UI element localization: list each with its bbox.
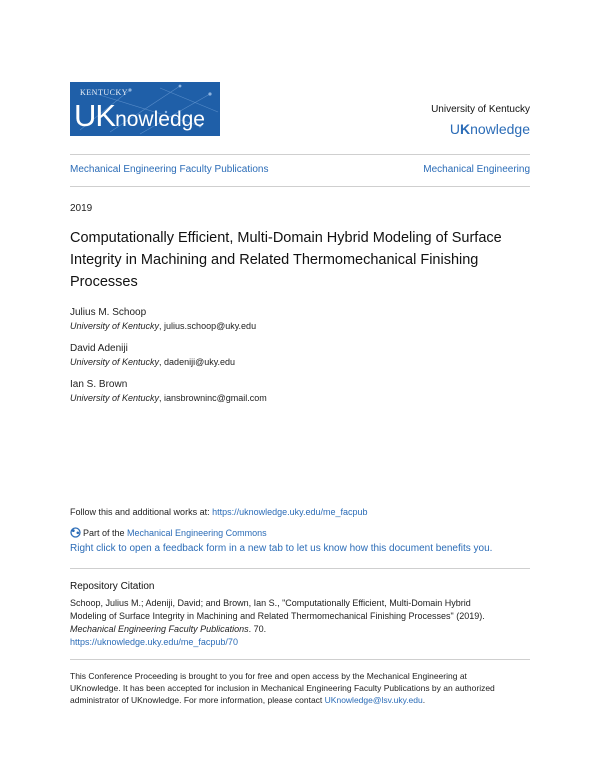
notice-line: [70, 694, 540, 706]
notice-line: This Conference Proceeding is brought to you for free and open access by the Mechanical Engineering at: [70, 671, 467, 681]
author-affiliation: [70, 357, 235, 367]
part-of-prefix: Part of the: [83, 528, 128, 538]
divider-top: [70, 154, 530, 155]
paper-title: Computationally Efficient, Multi-Domain Hybrid Modeling of Surface Integrity in Machining and Related Thermomechanical Finishing Processes: [70, 230, 502, 290]
publication-year: 2019: [70, 203, 93, 214]
citation-series-number: . 70.: [248, 624, 267, 634]
author-name: Ian S. Brown: [70, 379, 128, 390]
author-affiliation: [70, 321, 256, 331]
affiliation-institution: University of Kentucky: [70, 321, 160, 331]
author-email: , dadeniji@uky.edu: [159, 357, 236, 367]
follow-link[interactable]: https://uknowledge.uky.edu/me_facpub: [212, 507, 368, 517]
author-email: , julius.schoop@uky.edu: [159, 321, 257, 331]
notice-suffix: .: [422, 695, 426, 705]
citation-series-line: [70, 623, 540, 636]
author-name: Julius M. Schoop: [70, 307, 147, 318]
part-of-line: [70, 527, 267, 538]
institution-name: University of Kentucky: [431, 104, 530, 115]
logo-uk: UK: [74, 98, 116, 133]
brand-u: U: [449, 121, 460, 137]
uknowledge-logo: [70, 82, 220, 136]
affiliation-institution: University of Kentucky: [70, 393, 160, 403]
brand-rest: nowledge: [470, 121, 530, 137]
author-name: David Adeniji: [70, 343, 128, 354]
citation-block: [70, 597, 540, 649]
citation-series: Mechanical Engineering Faculty Publications: [70, 624, 249, 634]
affiliation-institution: University of Kentucky: [70, 357, 160, 367]
commons-link[interactable]: Mechanical Engineering Commons: [127, 528, 267, 538]
divider-footer: [70, 659, 530, 660]
brand-link[interactable]: [450, 121, 530, 137]
notice-prefix: administrator of UKnowledge. For more information, please contact: [70, 695, 325, 705]
divider-nav: [70, 186, 530, 187]
follow-prefix: Follow this and additional works at:: [70, 507, 213, 517]
author-affiliation: [70, 393, 267, 403]
department-link[interactable]: Mechanical Engineering: [423, 164, 530, 175]
brand-k: K: [459, 121, 471, 137]
logo-nowledge: nowledge: [115, 108, 205, 131]
collection-link[interactable]: Mechanical Engineering Faculty Publications: [70, 164, 269, 175]
feedback-link[interactable]: Right click to open a feedback form in a new tab to let us know how this document benefits you.: [70, 543, 493, 554]
repository-citation-heading: Repository Citation: [70, 581, 155, 592]
author-email: , iansbrowninc@gmail.com: [159, 393, 267, 403]
follow-line: [70, 507, 368, 517]
citation-line: Modeling of Surface Integrity in Machining and Related Thermomechanical Finishing Processes" (2019).: [70, 611, 485, 621]
citation-line: Schoop, Julius M.; Adeniji, David; and Brown, Ian S., "Computationally Efficient, Multi-Domain Hybrid: [70, 598, 471, 608]
divider-citation: [70, 568, 530, 569]
access-notice: [70, 670, 540, 706]
logo-wordmark: [74, 98, 205, 134]
contact-email-link[interactable]: UKnowledge@lsv.uky.edu: [324, 695, 423, 705]
commons-network-icon: [70, 527, 81, 538]
logo-kentucky-text: KENTUCKY: [80, 88, 128, 97]
citation-url[interactable]: https://uknowledge.uky.edu/me_facpub/70: [70, 637, 238, 647]
notice-line: UKnowledge. It has been accepted for inclusion in Mechanical Engineering Faculty Publications by an authorized: [70, 683, 495, 693]
